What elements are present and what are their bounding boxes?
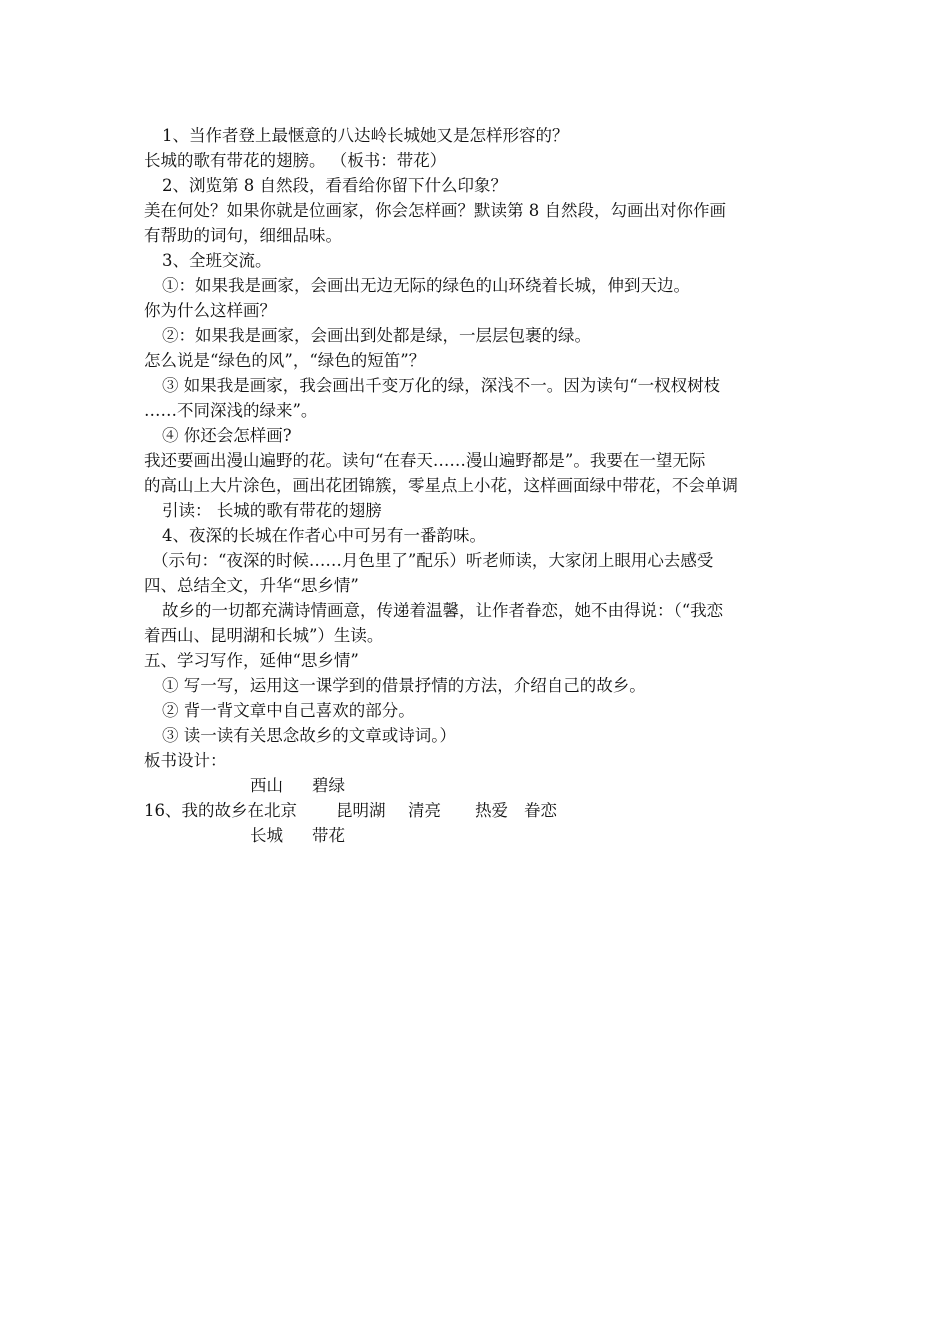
section-heading: 五、学习写作，延伸“思乡情” [144,651,359,670]
text-line: ②：如果我是画家，会画出到处都是绿，一层层包裹的绿。 [162,326,591,345]
text-line: ③ 如果我是画家，我会画出千变万化的绿，深浅不一。因为读句“一杈杈树枝 [162,376,721,395]
text-line: ④ 你还会怎样画? [162,426,292,445]
board-place: 昆明湖 [336,801,386,820]
text-line: 你为什么这样画？ [144,301,276,320]
text-line: 有帮助的词句，细细品味。 [144,226,342,245]
text-line: ① 写一写，运用这一课学到的借景抒情的方法，介绍自己的故乡。 [162,676,646,695]
board-title: 16、我的故乡在北京 [144,801,297,820]
text-line: ①：如果我是画家，会画出无边无际的绿色的山环绕着长城，伸到天边。 [162,276,690,295]
board-place: 西山 [250,776,283,795]
text-line: 3、全班交流。 [162,251,272,270]
text-line: 着西山、昆明湖和长城”）生读。 [144,626,384,645]
text-line: 我还要画出漫山遍野的花。读句“在春天……漫山遍野都是”。我要在一望无际 [144,451,706,470]
text-line: 引读： 长城的歌有带花的翅膀 [162,501,382,520]
text-line: （示句：“夜深的时候……月色里了”配乐）听老师读，大家闭上眼用心去感受 [152,551,714,570]
text-line: 怎么说是“绿色的风”，“绿色的短笛”？ [144,351,426,370]
text-line: ……不同深浅的绿来”。 [144,401,318,420]
text-line: ③ 读一读有关思念故乡的文章或诗词。） [162,726,456,745]
text-line: 4、夜深的长城在作者心中可另有一番韵味。 [162,526,486,545]
text-line: 故乡的一切都充满诗情画意，传递着温馨，让作者眷恋，她不由得说：（“我恋 [162,601,724,620]
section-heading: 四、总结全文，升华“思乡情” [144,576,359,595]
board-design-label: 板书设计： [144,751,227,770]
board-quality: 碧绿 [312,776,345,795]
board-place: 长城 [250,826,283,845]
text-line: 2、浏览第 8 自然段，看看给你留下什么印象？ [162,176,507,195]
text-line: ② 背一背文章中自己喜欢的部分。 [162,701,415,720]
board-feeling: 热爱 [475,801,508,820]
text-line: 美在何处？如果你就是位画家，你会怎样画？默读第 8 自然段，勾画出对你作画 [144,201,726,220]
board-quality: 清亮 [408,801,441,820]
board-feeling: 眷恋 [524,801,557,820]
text-line: 的高山上大片涂色，画出花团锦簇，零星点上小花，这样画面绿中带花，不会单调 [144,476,738,495]
text-line: 长城的歌有带花的翅膀。 （板书：带花） [144,151,447,170]
text-line: 1、当作者登上最惬意的八达岭长城她又是怎样形容的？ [162,126,569,145]
board-quality: 带花 [312,826,345,845]
